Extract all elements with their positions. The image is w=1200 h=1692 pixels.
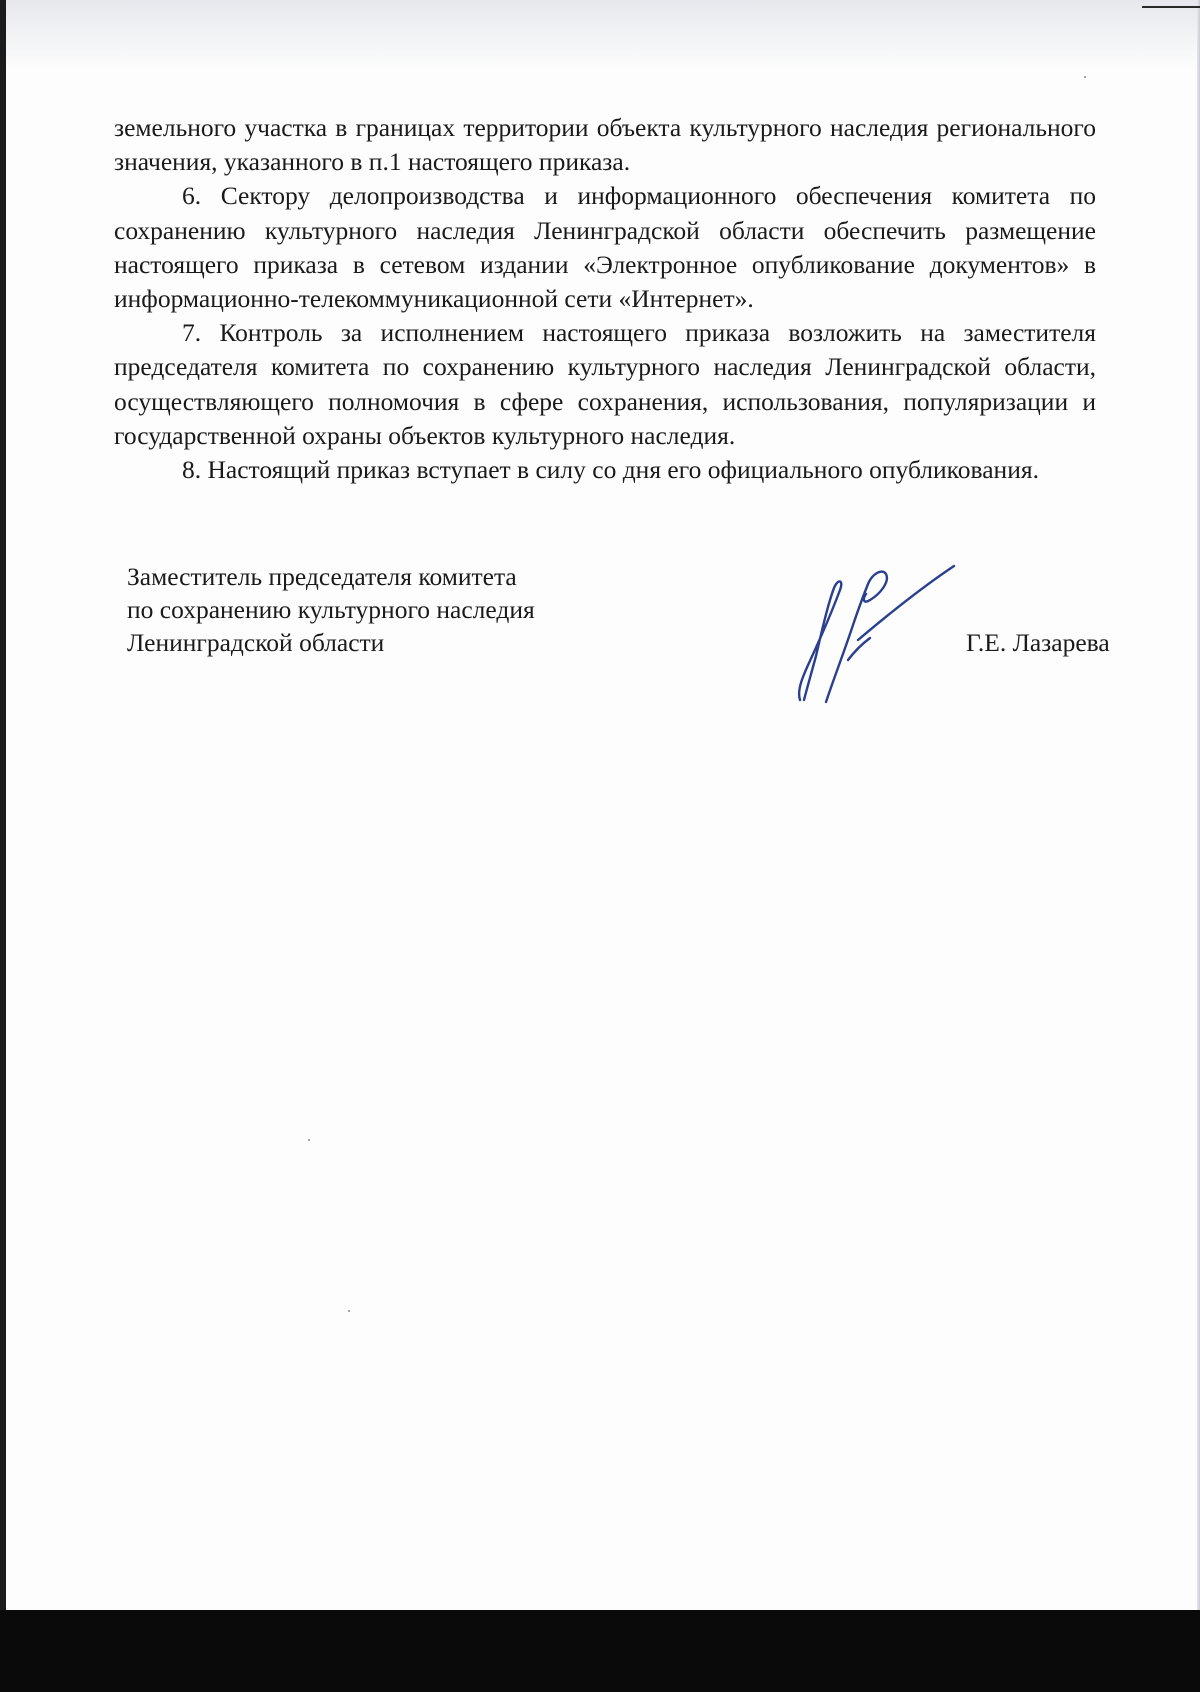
scan-left-edge bbox=[0, 0, 6, 1610]
signatory-position-line: по сохранению культурного наследия bbox=[127, 595, 535, 624]
signatory-position bbox=[127, 560, 535, 659]
scan-bottom-border bbox=[0, 1610, 1200, 1692]
document-body bbox=[114, 111, 1096, 487]
paragraph-8: 8. Настоящий приказ вступает в силу со дня его официального опубликования. bbox=[182, 455, 1039, 485]
scan-top-shadow bbox=[0, 0, 1200, 70]
paragraph-6: 6. Сектору делопроизводства и информационного обеспечения комитета по сохранению культурного наследия Ленинградской области обеспечить размещение настоящего приказа в сетевом издании «Электронное опубликование документов» в информационно-телекоммуникационной сети «Интернет». bbox=[114, 181, 1096, 314]
handwritten-signature bbox=[788, 560, 968, 710]
scan-speck bbox=[1084, 76, 1086, 78]
signatory-position-line: Заместитель председателя комитета bbox=[127, 562, 517, 591]
scan-top-right-mark bbox=[1142, 6, 1200, 8]
signer-name: Г.Е. Лазарева bbox=[966, 628, 1110, 657]
paragraph-7: 7. Контроль за исполнением настоящего приказа возложить на заместителя председателя комитета по сохранению культурного наследия Ленинградской области, осуществляющего полномочия в сфере сохранения, использования, популяризации и государственной охраны объектов культурного наследия. bbox=[114, 318, 1096, 450]
paragraph-5-continuation: земельного участка в границах территории объекта культурного наследия регионального значения, указанного в п.1 настоящего приказа. bbox=[114, 113, 1096, 177]
scan-speck bbox=[348, 1310, 350, 1312]
scan-speck bbox=[308, 1139, 310, 1141]
signatory-position-line: Ленинградской области bbox=[127, 628, 385, 657]
